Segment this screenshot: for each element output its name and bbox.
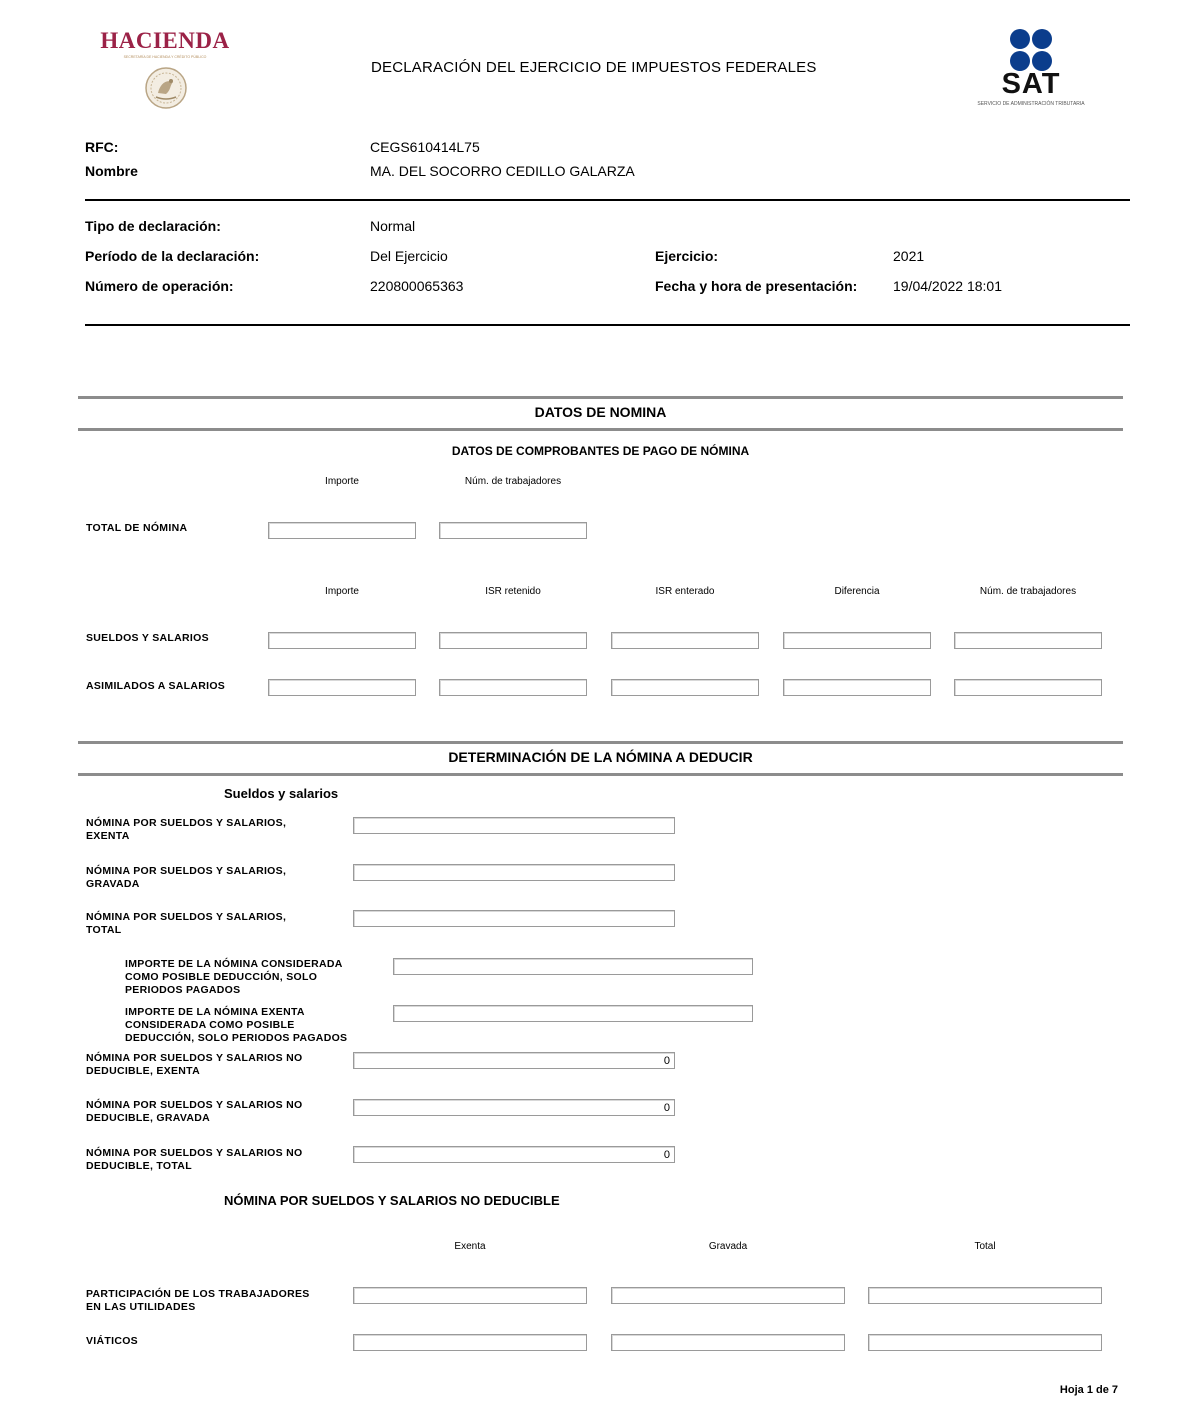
row-label-total-nomina: TOTAL DE NÓMINA [86,522,188,534]
year-value: 2021 [893,248,925,264]
name-label: Nombre [85,163,138,179]
row-label-sueldos-salarios: SUELDOS Y SALARIOS [86,632,209,644]
row-label-ptu: PARTICIPACIÓN DE LOS TRABAJADORES EN LAS UTILIDADES [86,1288,310,1313]
subsection-title-no-deducible: NÓMINA POR SUELDOS Y SALARIOS NO DEDUCIBLE [224,1193,560,1208]
row-label-viaticos: VIÁTICOS [86,1335,138,1347]
sueldos-diferencia-field[interactable] [783,632,931,649]
row-label-posible-deduccion: IMPORTE DE LA NÓMINA CONSIDERADA COMO POSIBLE DEDUCCIÓN, SOLO PERIODOS PAGADOS [125,958,343,996]
submission-date-value: 19/04/2022 18:01 [893,278,1002,294]
sueldos-importe-field[interactable] [268,632,416,649]
rfc-value: CEGS610414L75 [370,139,480,155]
asimilados-isr-enterado-field[interactable] [611,679,759,696]
no-deducible-exenta-field[interactable]: 0 [353,1052,675,1069]
no-deducible-total-field[interactable]: 0 [353,1146,675,1163]
declaration-type-value: Normal [370,218,416,234]
asimilados-importe-field[interactable] [268,679,416,696]
subsection-title-sueldos: Sueldos y salarios [224,786,339,801]
viaticos-total-field[interactable] [868,1334,1102,1351]
period-value: Del Ejercicio [370,248,448,264]
row-label-no-deducible-total: NÓMINA POR SUELDOS Y SALARIOS NO DEDUCIBLE, TOTAL [86,1147,303,1172]
mexico-seal-icon [144,66,188,110]
operation-number-label: Número de operación: [85,278,234,294]
section-title-determinacion: DETERMINACIÓN DE LA NÓMINA A DEDUCIR [448,749,753,765]
operation-number-value: 220800065363 [370,278,464,294]
period-label: Período de la declaración: [85,248,260,264]
column-header: Núm. de trabajadores [979,586,1077,597]
viaticos-gravada-field[interactable] [611,1334,845,1351]
nomina-total-field[interactable] [353,910,675,927]
hacienda-logo-subtext: SECRETARÍA DE HACIENDA Y CRÉDITO PÚBLICO [123,55,207,59]
column-header: Exenta [454,1241,486,1252]
sueldos-trabajadores-field[interactable] [954,632,1102,649]
no-deducible-gravada-field[interactable]: 0 [353,1099,675,1116]
sat-logo-subtext: SERVICIO DE ADMINISTRACIÓN TRIBUTARIA [977,101,1085,107]
name-value: MA. DEL SOCORRO CEDILLO GALARZA [370,163,635,179]
column-header: Importe [325,586,359,597]
section-rule [78,428,1123,431]
ptu-exenta-field[interactable] [353,1287,587,1304]
asimilados-isr-retenido-field[interactable] [439,679,587,696]
ptu-gravada-field[interactable] [611,1287,845,1304]
sat-logo [955,28,1107,110]
sat-dots-icon [1009,28,1053,72]
divider-bottom [85,324,1130,326]
declaration-type-label: Tipo de declaración: [85,218,221,234]
row-label-nomina-gravada: NÓMINA POR SUELDOS Y SALARIOS, GRAVADA [86,865,287,890]
column-header: Importe [325,476,359,487]
row-label-exenta-posible-deduccion: IMPORTE DE LA NÓMINA EXENTA CONSIDERADA COMO POSIBLE DEDUCCIÓN, SOLO PERIODOS PAGADOS [125,1006,348,1044]
column-header: Diferencia [834,586,880,597]
asimilados-trabajadores-field[interactable] [954,679,1102,696]
row-label-no-deducible-gravada: NÓMINA POR SUELDOS Y SALARIOS NO DEDUCIBLE, GRAVADA [86,1099,303,1124]
ptu-total-field[interactable] [868,1287,1102,1304]
column-header: ISR enterado [655,586,715,597]
hacienda-logo [90,28,240,110]
divider-top [85,199,1130,201]
section-rule [78,396,1123,399]
exenta-posible-deduccion-field[interactable] [393,1005,753,1022]
asimilados-diferencia-field[interactable] [783,679,931,696]
row-label-nomina-exenta: NÓMINA POR SUELDOS Y SALARIOS, EXENTA [86,817,287,842]
section-rule [78,773,1123,776]
document-title: DECLARACIÓN DEL EJERCICIO DE IMPUESTOS FEDERALES [371,59,817,76]
row-label-asimilados: ASIMILADOS A SALARIOS [86,680,226,692]
subsection-title-comprobantes: DATOS DE COMPROBANTES DE PAGO DE NÓMINA [451,444,750,458]
section-title-datos-nomina: DATOS DE NOMINA [534,404,667,420]
sueldos-isr-enterado-field[interactable] [611,632,759,649]
row-label-no-deducible-exenta: NÓMINA POR SUELDOS Y SALARIOS NO DEDUCIBLE, EXENTA [86,1052,303,1077]
posible-deduccion-field[interactable] [393,958,753,975]
submission-date-label: Fecha y hora de presentación: [655,278,858,294]
total-nomina-importe-field[interactable] [268,522,416,539]
page-number: Hoja 1 de 7 [1059,1384,1118,1396]
hacienda-logo-text: HACIENDA [100,28,230,53]
sat-logo-text: SAT [1001,68,1061,100]
total-nomina-trabajadores-field[interactable] [439,522,587,539]
rfc-label: RFC: [85,139,119,155]
nomina-gravada-field[interactable] [353,864,675,881]
section-rule [78,741,1123,744]
column-header: Total [974,1241,996,1252]
sueldos-isr-retenido-field[interactable] [439,632,587,649]
column-header: Gravada [708,1241,748,1252]
column-header: ISR retenido [485,586,541,597]
nomina-exenta-field[interactable] [353,817,675,834]
viaticos-exenta-field[interactable] [353,1334,587,1351]
column-header: Núm. de trabajadores [464,476,562,487]
year-label: Ejercicio: [655,248,719,264]
row-label-nomina-total: NÓMINA POR SUELDOS Y SALARIOS, TOTAL [86,911,287,936]
